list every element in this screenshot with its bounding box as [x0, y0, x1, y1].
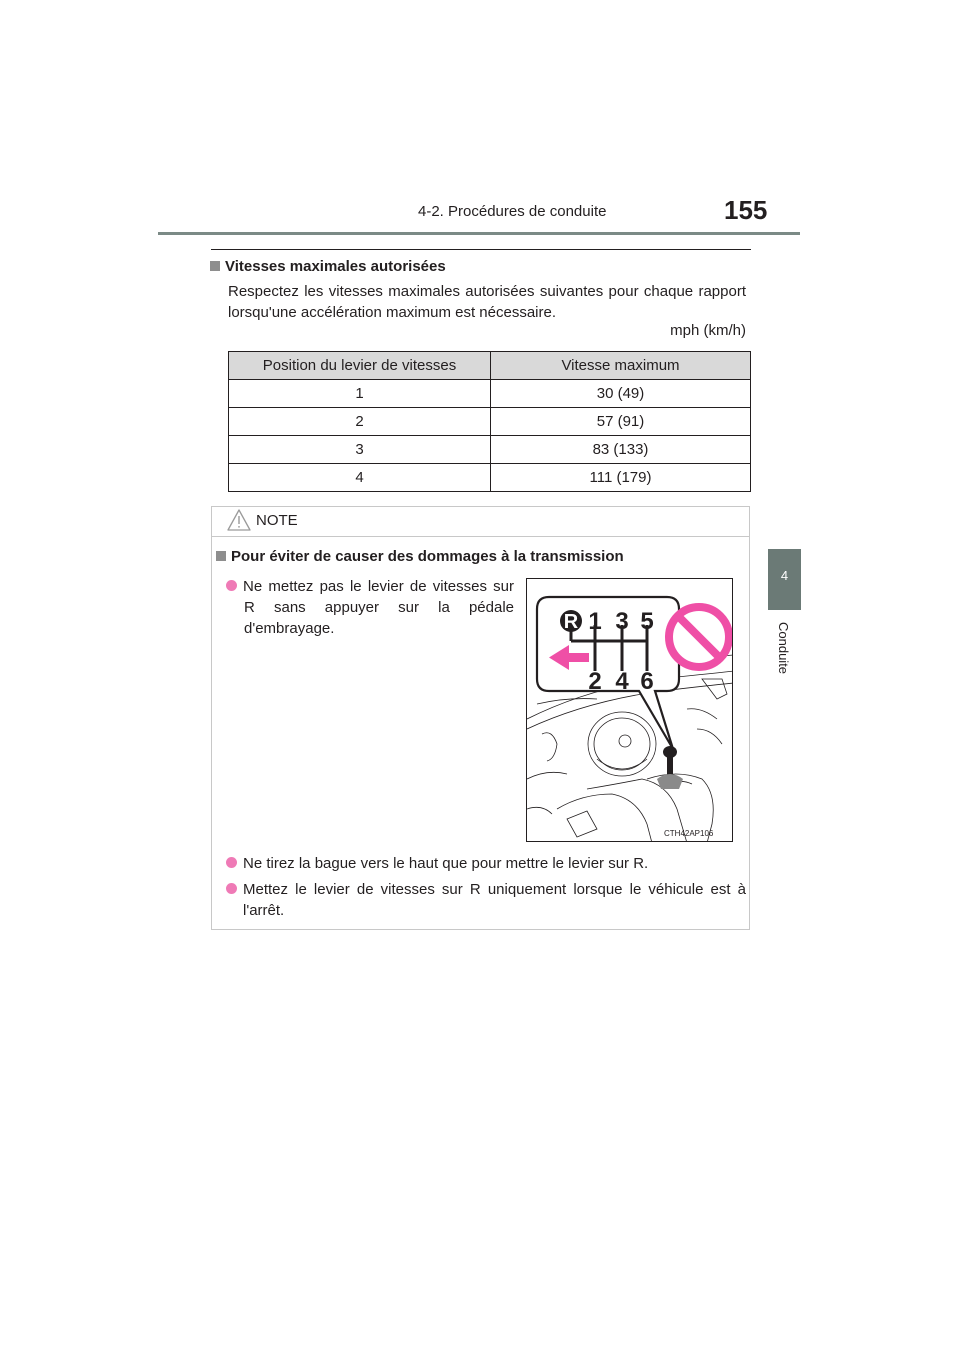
gear-shift-illustration [526, 578, 733, 842]
table-cell-speed: 57 (91) [491, 408, 751, 436]
bullet-dot-icon [226, 857, 237, 868]
shift-knob [657, 746, 683, 789]
gear-label-6: 6 [640, 668, 654, 695]
bullet-1-line-3: d'embrayage. [244, 620, 335, 637]
gear-label-r: R [563, 611, 579, 633]
square-bullet-icon [216, 551, 226, 561]
table-cell-position: 1 [229, 380, 491, 408]
warning-triangle-icon [226, 508, 252, 537]
bullet-3-line-2: l'arrêt. [243, 902, 285, 919]
table-header-row [229, 352, 751, 380]
section-title [210, 258, 446, 275]
gear-label-1: 1 [588, 608, 602, 635]
chapter-tab-label: Conduite [776, 622, 791, 675]
column-header-position: Position du levier de vitesses [229, 352, 491, 380]
bullet-dot-icon [226, 580, 237, 591]
table-row [229, 464, 751, 492]
note-title-text: Pour éviter de causer des dommages à la transmission [231, 548, 624, 565]
header-rule [158, 232, 800, 235]
paragraph-line-1: Respectez les vitesses maximales autorisées suivantes pour chaque rapport [228, 283, 746, 300]
table-row [229, 380, 751, 408]
paragraph-line-2: lorsqu'une accélération maximum est nécessaire. [228, 304, 557, 321]
running-header-section: 4-2. Procédures de conduite [418, 203, 607, 220]
table-row [229, 408, 751, 436]
bullet-2-text: Ne tirez la bague vers le haut que pour mettre le levier sur R. [243, 855, 649, 872]
gear-label-5: 5 [640, 608, 654, 635]
gear-label-4: 4 [615, 668, 629, 695]
table-cell-position: 2 [229, 408, 491, 436]
bullet-dot-icon [226, 883, 237, 894]
max-speed-table [228, 351, 751, 492]
note-bullet-3 [226, 879, 746, 921]
no-entry-icon [669, 607, 729, 667]
table-cell-speed: 111 (179) [491, 464, 751, 492]
table-unit: mph (km/h) [670, 322, 746, 339]
note-bullet-1 [226, 576, 514, 639]
chapter-tab-number: 4 [780, 568, 789, 583]
note-title [216, 548, 624, 565]
content-top-rule [211, 249, 751, 250]
table-row [229, 436, 751, 464]
square-bullet-icon [210, 261, 220, 271]
bullet-1-line-2: R sans appuyer sur la pédale [244, 599, 514, 616]
table-cell-position: 4 [229, 464, 491, 492]
note-bullet-2 [226, 853, 746, 874]
gear-label-2: 2 [588, 668, 602, 695]
table-cell-speed: 83 (133) [491, 436, 751, 464]
page-number: 155 [724, 195, 768, 225]
section-title-text: Vitesses maximales autorisées [225, 258, 446, 275]
section-paragraph [228, 281, 746, 323]
illustration-code: CTH42AP106 [664, 829, 714, 838]
bullet-1-line-1: Ne mettez pas le levier de vitesses sur [243, 578, 514, 595]
bullet-3-line-1: Mettez le levier de vitesses sur R uniquement lorsque le véhicule est à [243, 881, 746, 898]
note-label: NOTE [256, 512, 298, 529]
gear-label-3: 3 [615, 608, 629, 635]
column-header-speed: Vitesse maximum [491, 352, 751, 380]
table-cell-speed: 30 (49) [491, 380, 751, 408]
callout-bubble [537, 597, 679, 749]
table-cell-position: 3 [229, 436, 491, 464]
